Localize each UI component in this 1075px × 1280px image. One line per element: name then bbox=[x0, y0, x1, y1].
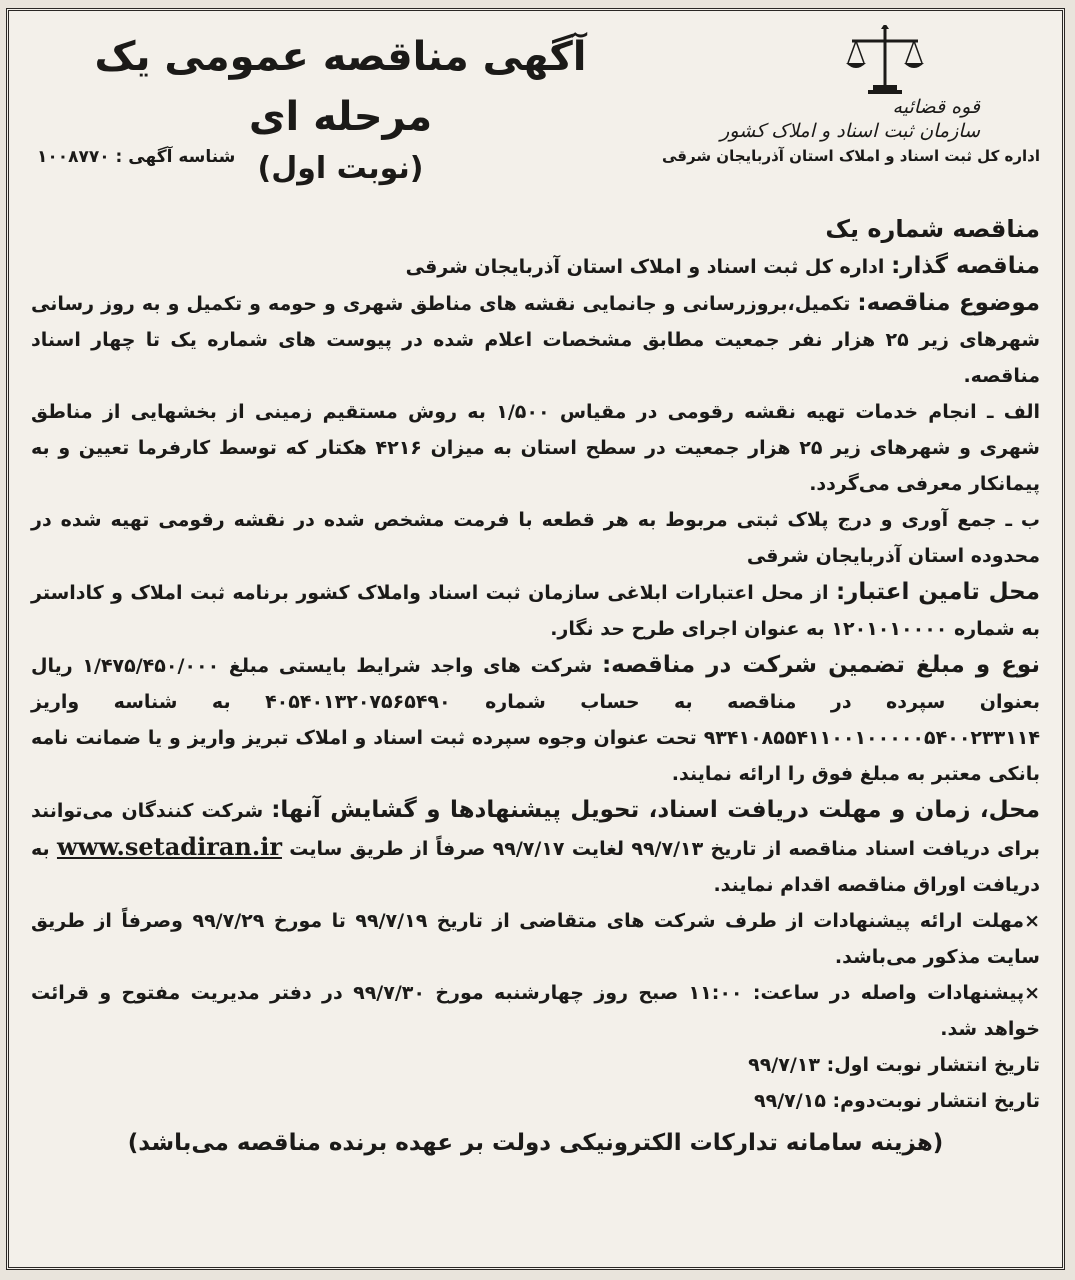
docs-label: محل، زمان و مهلت دریافت اسناد، تحویل پیشنهادها و گشایش آنها: bbox=[271, 797, 1040, 823]
tenderer-label: مناقصه گذار: bbox=[891, 253, 1040, 279]
tenderer-line bbox=[31, 248, 1040, 285]
scales-of-justice-icon bbox=[840, 25, 930, 95]
notice-title: آگهی مناقصه عمومی یک مرحله ای bbox=[94, 34, 587, 140]
notice-round: (نوبت اول) bbox=[257, 151, 424, 186]
item-a: الف ـ انجام خدمات تهیه نقشه رقومی در مقیاس ۱/۵۰۰ به روش مستقیم زمینی از بخشهایی از مناطق شهری و شهرهای زیر ۲۵ هزار جمعیت در سطح استان به میزان ۴۲۱۶ هکتار که توسط کارفرما تعیین و به پیمانکار معرفی می‌گردد. bbox=[31, 401, 1041, 495]
deadline-paragraph: ×مهلت ارائه پیشنهادات از طرف شرکت های متقاضی از تاریخ ۹۹/۷/۱۹ تا مورخ ۹۹/۷/۲۹ وصرفاً از طریق سایت مذکور می‌باشد. bbox=[31, 910, 1040, 968]
website-link[interactable]: www.setadiran.ir bbox=[56, 832, 282, 861]
guarantee-paragraph bbox=[31, 647, 1040, 792]
tender-number: مناقصه شماره یک bbox=[825, 215, 1040, 243]
docs-paragraph bbox=[31, 792, 1040, 903]
funding-value: از محل اعتبارات ابلاغی سازمان ثبت اسناد واملاک کشور برنامه ثبت املاک و کاداستر به شماره ۱۲۰۱۰۱۰۰۰۰ به عنوان اجرای طرح حد نگار. bbox=[31, 582, 1040, 640]
notice-header bbox=[31, 25, 1040, 210]
cost-note: (هزینه سامانه تدارکات الکترونیکی دولت بر عهده برنده مناقصه می‌باشد) bbox=[127, 1130, 944, 1156]
opening-paragraph: ×پیشنهادات واصله در ساعت: ۱۱:۰۰ صبح روز چهارشنبه مورخ ۹۹/۷/۳۰ در دفتر مدیریت مفتوح و قرائت خواهد شد. bbox=[31, 982, 1040, 1040]
item-b: ب ـ جمع آوری و درج پلاک ثبتی مربوط به هر قطعه با فرمت مشخص شده در نقشه رقومی تهیه شده در محدوده استان آذربایجان شرقی bbox=[31, 509, 1040, 567]
docs-value-2: به دریافت اوراق مناقصه اقدام نمایند. bbox=[31, 838, 1040, 896]
judiciary-label: قوه قضائیه bbox=[892, 96, 980, 118]
pub-second-date: تاریخ انتشار نوبت‌دوم: ۹۹/۷/۱۵ bbox=[754, 1090, 1040, 1112]
funding-label: محل تامین اعتبار: bbox=[835, 579, 1040, 605]
guarantee-value: شرکت های واجد شرایط بایستی مبلغ ۱/۴۷۵/۴۵۰/۰۰۰ ریال بعنوان سپرده در مناقصه به حساب شماره ۴۰۵۴۰۱۳۲۰۷۵۶۵۴۹۰ به شناسه واریز ۹۳۴۱۰۸۵۵۴۱۱۰۰۱۰۰۰۰۰۵۴۰۰۲۳۳۱۱۴ تحت عنوان وجوه سپرده ثبت اسناد و املاک تبریز واریز و یا ضمانت نامه بانکی معتبر به مبلغ فوق را ارائه نمایند. bbox=[31, 655, 1041, 785]
org-emblem-block bbox=[650, 25, 1040, 165]
subject-label: موضوع مناقصه: bbox=[857, 290, 1040, 316]
guarantee-label: نوع و مبلغ تضمین شرکت در مناقصه: bbox=[601, 652, 1040, 678]
org-sub-name: اداره کل ثبت اسناد و املاک استان آذربایجان شرقی bbox=[662, 147, 1040, 165]
subject-value: تکمیل،بروزرسانی و جانمایی نقشه های مناطق شهری و حومه و تکمیل و به روز رسانی شهرهای زیر ۲۵ هزار نفر جمعیت مطابق مشخصات اعلام شده در پیوست های شماره یک تا چهار اسناد مناقصه. bbox=[31, 293, 1041, 387]
pub-first-date: تاریخ انتشار نوبت اول: ۹۹/۷/۱۳ bbox=[748, 1054, 1040, 1076]
funding-paragraph bbox=[31, 574, 1040, 647]
ad-id: شناسه آگهی : ۱۰۰۸۷۷۰ bbox=[37, 147, 236, 167]
docs-value: شرکت کنندگان می‌توانند برای دریافت اسناد مناقصه از تاریخ ۹۹/۷/۱۳ لغایت ۹۹/۷/۱۷ صرفاً از طریق سایت bbox=[31, 800, 1040, 860]
subject-paragraph bbox=[31, 285, 1040, 394]
org-name: سازمان ثبت اسناد و املاک کشور bbox=[720, 120, 980, 142]
notice-body bbox=[31, 25, 1040, 1253]
tenderer-value: اداره کل ثبت اسناد و املاک استان آذربایجان شرقی bbox=[405, 256, 885, 278]
newspaper-clipping bbox=[6, 8, 1065, 1270]
